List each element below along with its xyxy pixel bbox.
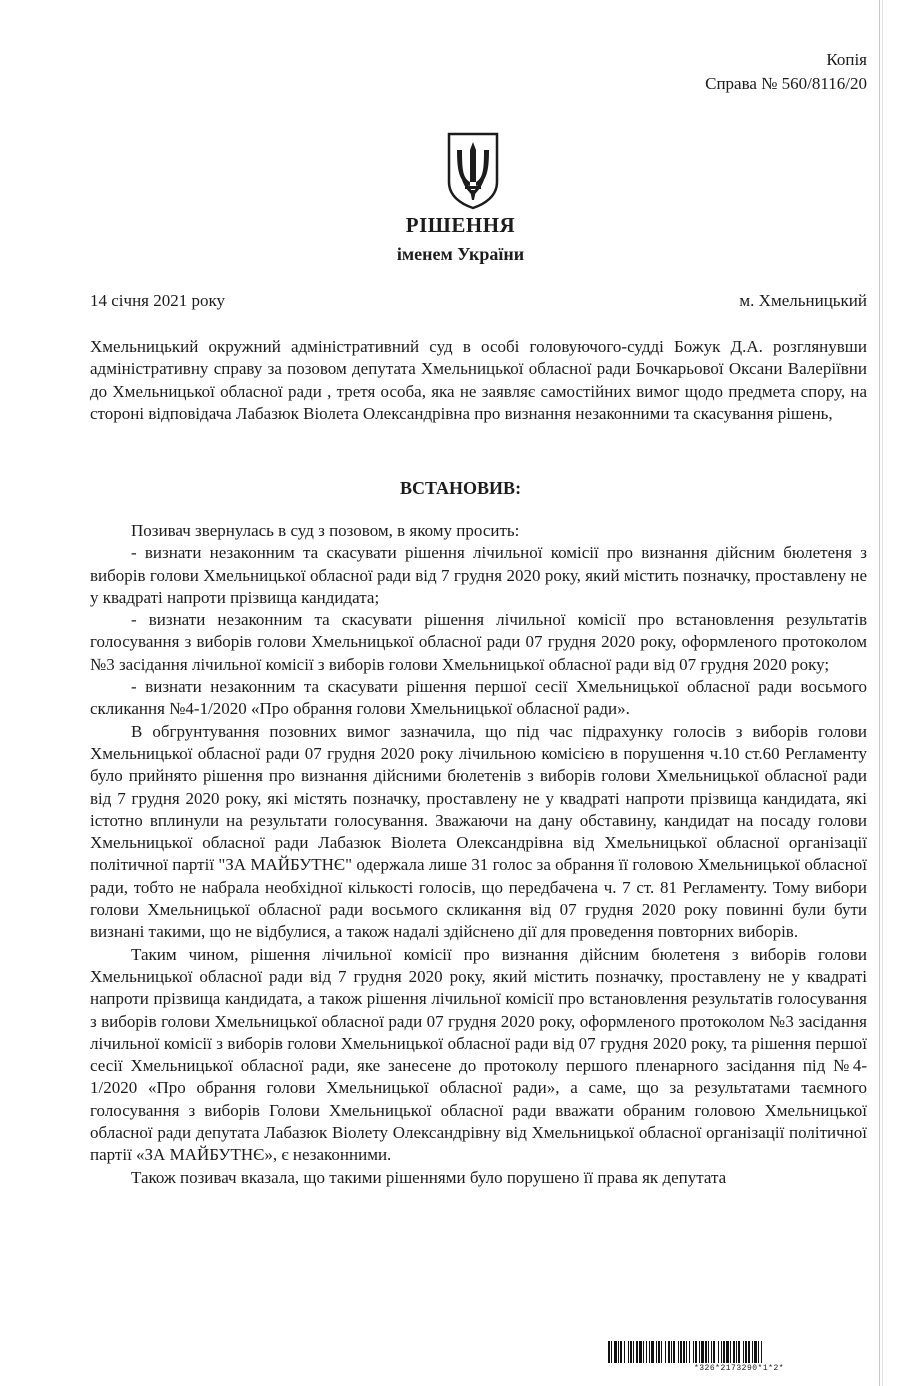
decision-city: м. Хмельницький	[739, 291, 867, 310]
document-subtitle: іменем України	[396, 244, 525, 264]
section-heading: ВСТАНОВИВ:	[399, 478, 522, 498]
claim-item: - визнати незаконним та скасувати рішення лічильної комісії про визнання дійсним бюлетеня з виборів голови Хмельницької обласної ради від 7 грудня 2020 року, який містить позначку, проставлену не у квадраті напроти прізвища кандидата;	[90, 543, 867, 607]
claim-item: - визнати незаконним та скасувати рішення лічильної комісії про встановлення результатів голосування з виборів голови Хмельницької обласної ради 07 грудня 2020 року, оформленого протоколом №3 засідання лічильної комісії з виборів голови Хмельницької обласної ради від 07 грудня 2020 року;	[90, 610, 867, 674]
copy-label: Копія	[826, 50, 867, 69]
document-title: РІШЕННЯ	[405, 213, 516, 237]
trident-coat-of-arms-icon	[443, 130, 503, 210]
decision-date: 14 січня 2021 року	[90, 291, 226, 310]
intro-paragraph	[90, 336, 867, 425]
paragraph: Позивач звернулась в суд з позовом, в якому просить:	[131, 521, 520, 540]
barcode-icon	[608, 1341, 870, 1363]
paragraph: В обгрунтування позовних вимог зазначила, що під час підрахунку голосів з виборів голови Хмельницької обласної ради 07 грудня 2020 року лічильною комісією в порушення ч.10 ст.60 Регламенту було прийнято рішення про визнання дійсними бюлетенів з виборів голови Хмельницької обласної ради від 7 грудня 2020 року, які містять позначку, проставлену не у квадраті напроти прізвища кандидата, які істотно вплинули на результати голосування. Зважаючи на дану обставину, кандидат на посаду голови Хмельницької обласної ради Лабазюк Віолета Олександрівна від Хмельницької обласної організації політичної партії "ЗА МАЙБУТНЄ" одержала лише 31 голос за обрання її головою Хмельницької обласної ради, тобто не набрала необхідної кількості голосів, що передбачена ч. 7 ст. 81 Регламенту. Тому вибори голови Хмельницької обласної ради восьмого скликання від 07 грудня 2020 року повинні були бути визнані такими, що не відбулися, а також надалі здійснено дії для проведення повторних виборів.	[90, 721, 867, 942]
barcode-number: *326*2173290*1*2*	[693, 1364, 785, 1373]
page-edge	[879, 0, 880, 1386]
case-number: Справа № 560/8116/20	[705, 74, 867, 93]
body-text	[90, 520, 867, 1189]
paragraph: Також позивач вказала, що такими рішеннями було порушено її права як депутата	[131, 1167, 727, 1187]
page-edge-shadow	[882, 0, 883, 1386]
claim-item: - визнати незаконним та скасувати рішення першої сесії Хмельницької обласної ради восьмого скликання №4-1/2020 «Про обрання голови Хмельницької обласної ради».	[90, 677, 867, 719]
paragraph: Таким чином, рішення лічильної комісії про визнання дійсним бюлетеня з виборів голови Хмельницької обласної ради від 7 грудня 2020 року, який містить позначку, проставлену не у квадраті напроти прізвища кандидата, а також рішення лічильної комісії про встановлення результатів голосування з виборів голови Хмельницької обласної ради 07 грудня 2020 року, оформленого протоколом №3 засідання лічильної комісії з виборів голови Хмельницької обласної ради від 07 грудня 2020 року, та рішення першої сесії Хмельницької обласної ради, яке занесене до протоколу першого пленарного засідання під №4-1/2020 «Про обрання голови Хмельницької обласної ради», а саме, що за результатами таємного голосування з виборів Голови Хмельницької обласної ради вважати обраним головою Хмельницької обласної ради депутата Лабазюк Віолету Олександрівну від Хмельницької обласної організації політичної партії «ЗА МАЙБУТНЄ», є незаконними.	[90, 944, 867, 1165]
intro-text: Хмельницький окружний адміністративний суд в особі головуючого-судді Божук Д.А. розглянувши адміністративну справу за позовом депутата Хмельницької обласної ради Бочкарьової Оксани Валеріївни до Хмельницької обласної ради , третя особа, яка не заявляє самостійних вимог щодо предмета спору, на стороні відповідача Лабазюк Віолета Олександрівна про визнання незаконними та скасування рішень,	[90, 337, 867, 423]
